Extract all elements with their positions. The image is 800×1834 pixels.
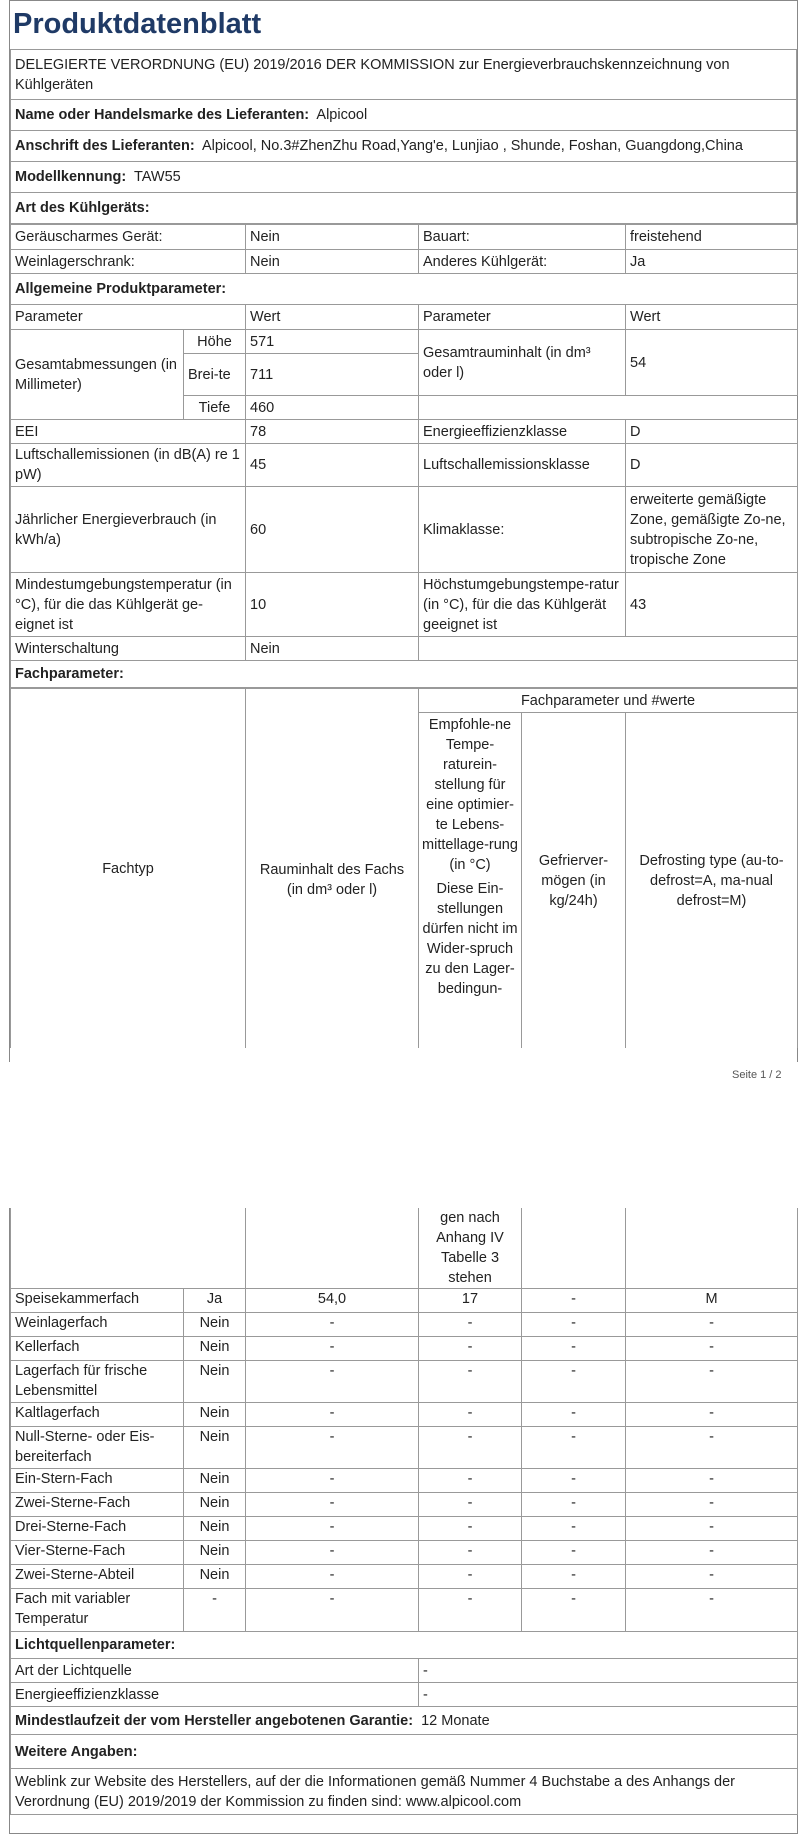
compartment-defrost: - [626, 1589, 798, 1632]
col-defrost-header: Defrosting type (au-to-defrost=A, ma-nual defrost=M) [626, 713, 798, 1049]
noise-value: 45 [246, 444, 419, 487]
compartment-name: Null-Sterne- oder Eis-bereiterfach [11, 1427, 184, 1469]
col-temp-header-part2: Diese Ein-stellungen dürfen nicht im Wider-spruch zu den Lager-bedingun- [422, 881, 518, 997]
compartment-freeze: - [522, 1337, 626, 1361]
compartment-freeze: - [522, 1427, 626, 1469]
winter-value: Nein [246, 637, 419, 661]
supplier-name-row [11, 100, 797, 131]
table-row [11, 1313, 798, 1337]
light-heading: Lichtquellenparameter: [11, 1632, 798, 1659]
compartment-name: Fach mit variabler Temperatur [11, 1589, 184, 1632]
eff-class-label: Energieeffizienzklasse [419, 420, 626, 444]
table-row [11, 1541, 798, 1565]
page-1 [9, 0, 798, 1062]
climate-label: Klimaklasse: [419, 487, 626, 573]
compartment-defrost: - [626, 1403, 798, 1427]
type-label-2: Bauart: [419, 225, 626, 250]
light-class-value: - [419, 1683, 798, 1707]
light-class-label: Energieeffizienzklasse [11, 1683, 419, 1707]
compartment-defrost: - [626, 1565, 798, 1589]
table-row [11, 1589, 798, 1632]
compartments-heading: Fachparameter: [11, 661, 798, 688]
compartment-header-table [10, 688, 798, 1048]
compartment-present: Nein [184, 1313, 246, 1337]
compartment-temp: - [419, 1589, 522, 1632]
compartment-freeze: - [522, 1565, 626, 1589]
compartment-temp: - [419, 1517, 522, 1541]
max-temp-value: 43 [626, 573, 798, 637]
warranty-value: 12 Monate [421, 1712, 490, 1729]
compartment-present: Nein [184, 1361, 246, 1403]
compartment-name: Lagerfach für frische Lebensmittel [11, 1361, 184, 1403]
table-row [11, 1289, 798, 1313]
compartment-name: Ein-Stern-Fach [11, 1469, 184, 1493]
supplier-name-value: Alpicool [316, 107, 368, 123]
compartment-volume: - [246, 1517, 419, 1541]
compartment-temp: - [419, 1541, 522, 1565]
regulation-text: DELEGIERTE VERORDNUNG (EU) 2019/2016 DER KOMMISSION zur Energieverbrauchskennzeichnung von Kühlgeräten [11, 50, 797, 100]
compartment-present: Nein [184, 1493, 246, 1517]
compartment-freeze: - [522, 1289, 626, 1313]
compartment-name: Kellerfach [11, 1337, 184, 1361]
warranty-label: Mindestlaufzeit der vom Hersteller angebotenen Garantie: [15, 1712, 414, 1729]
compartment-present: Nein [184, 1403, 246, 1427]
table-row [11, 1493, 798, 1517]
compartment-defrost: - [626, 1541, 798, 1565]
light-type-label: Art der Lichtquelle [11, 1659, 419, 1683]
compartment-volume: - [246, 1313, 419, 1337]
compartment-temp: - [419, 1337, 522, 1361]
page-2 [9, 1208, 798, 1834]
model-value: TAW55 [133, 169, 181, 185]
supplier-address-label: Anschrift des Lieferanten: [15, 138, 195, 154]
col-freeze-header: Gefrierver-mögen (in kg/24h) [522, 713, 626, 1049]
page-number: Seite 1 / 2 [732, 1069, 782, 1081]
compartment-temp: - [419, 1565, 522, 1589]
compartment-temp: 17 [419, 1289, 522, 1313]
col-temp-header-part3: gen nach Anhang IV Tabelle 3 stehen [419, 1208, 522, 1289]
table-row [11, 1361, 798, 1403]
compartment-volume: 54,0 [246, 1289, 419, 1313]
min-temp-label: Mindestumgebungstemperatur (in °C), für die das Kühlgerät ge-eignet ist [11, 573, 246, 637]
compartment-present: - [184, 1589, 246, 1632]
winter-label: Winterschaltung [11, 637, 246, 661]
compartment-name: Kaltlagerfach [11, 1403, 184, 1427]
compartment-name: Speisekammerfach [11, 1289, 184, 1313]
compartment-freeze: - [522, 1313, 626, 1337]
header-table [10, 49, 797, 224]
type-value-3: Nein [246, 250, 419, 274]
compartment-defrost: - [626, 1469, 798, 1493]
col-value-2: Wert [626, 305, 798, 330]
compartment-defrost: - [626, 1337, 798, 1361]
width-value: 711 [246, 354, 419, 396]
compartment-freeze: - [522, 1517, 626, 1541]
compartment-freeze: - [522, 1469, 626, 1493]
compartment-table [10, 1208, 798, 1815]
supplier-address-value: Alpicool, No.3#ZhenZhu Road,Yang'e, Lunjiao , Shunde, Foshan, Guangdong,China [201, 138, 743, 154]
col-type-header: Fachtyp [11, 689, 246, 1049]
compartment-defrost: - [626, 1427, 798, 1469]
model-label: Modellkennung: [15, 169, 127, 185]
col-parameter-2: Parameter [419, 305, 626, 330]
light-type-value: - [419, 1659, 798, 1683]
compartment-defrost: - [626, 1313, 798, 1337]
compartment-present: Nein [184, 1469, 246, 1493]
compartment-name: Vier-Sterne-Fach [11, 1541, 184, 1565]
compartment-temp: - [419, 1493, 522, 1517]
compartment-temp: - [419, 1427, 522, 1469]
min-temp-value: 10 [246, 573, 419, 637]
compartment-volume: - [246, 1427, 419, 1469]
compartment-volume: - [246, 1403, 419, 1427]
compartment-defrost: - [626, 1493, 798, 1517]
width-label: Brei-te [184, 354, 246, 396]
compartment-rows [11, 1289, 798, 1632]
compartment-volume: - [246, 1361, 419, 1403]
table-row [11, 1469, 798, 1493]
depth-value: 460 [246, 396, 419, 420]
compartment-volume: - [246, 1589, 419, 1632]
noise-class-label: Luftschallemissionsklasse [419, 444, 626, 487]
supplier-name-label: Name oder Handelsmarke des Lieferanten: [15, 107, 310, 123]
appliance-type-heading: Art des Kühlgeräts: [11, 193, 797, 224]
compartment-name: Zwei-Sterne-Fach [11, 1493, 184, 1517]
energy-value: 60 [246, 487, 419, 573]
col-temp-header [419, 713, 522, 1049]
compartment-present: Ja [184, 1289, 246, 1313]
compartment-temp: - [419, 1469, 522, 1493]
compartment-present: Nein [184, 1541, 246, 1565]
noise-class-value: D [626, 444, 798, 487]
eei-label: EEI [11, 420, 246, 444]
page-title: Produktdatenblatt [13, 8, 262, 40]
compartment-name: Zwei-Sterne-Abteil [11, 1565, 184, 1589]
compartment-freeze: - [522, 1403, 626, 1427]
compartment-name: Drei-Sterne-Fach [11, 1517, 184, 1541]
compartment-present: Nein [184, 1427, 246, 1469]
model-row [11, 162, 797, 193]
max-temp-label: Höchstumgebungstempe-ratur (in °C), für die das Kühlgerät geeignet ist [419, 573, 626, 637]
height-value: 571 [246, 330, 419, 354]
type-value-2: freistehend [626, 225, 798, 250]
climate-value: erweiterte gemäßigte Zone, gemäßigte Zo-ne, subtropische Zo-ne, tropische Zone [626, 487, 798, 573]
compartment-present: Nein [184, 1337, 246, 1361]
eei-value: 78 [246, 420, 419, 444]
type-value-4: Ja [626, 250, 798, 274]
warranty-row [11, 1707, 798, 1735]
table-row [11, 1565, 798, 1589]
table-row [11, 1337, 798, 1361]
compartment-present: Nein [184, 1517, 246, 1541]
compartment-freeze: - [522, 1493, 626, 1517]
type-value-1: Nein [246, 225, 419, 250]
compartment-volume: - [246, 1469, 419, 1493]
compartment-temp: - [419, 1313, 522, 1337]
group-header: Fachparameter und #werte [419, 689, 798, 713]
compartment-name: Weinlagerfach [11, 1313, 184, 1337]
height-label: Höhe [184, 330, 246, 354]
further-heading: Weitere Angaben: [11, 1735, 798, 1769]
col-value-1: Wert [246, 305, 419, 330]
compartment-defrost: M [626, 1289, 798, 1313]
compartment-temp: - [419, 1361, 522, 1403]
col-temp-header-part1: Empfohle-ne Tempe-raturein-stellung für eine optimier-te Lebens-mittellage-rung (in °C) [422, 717, 518, 873]
col-volume-header: Rauminhalt des Fachs (in dm³ oder l) [246, 713, 419, 1049]
col-parameter-1: Parameter [11, 305, 246, 330]
table-row [11, 1427, 798, 1469]
type-label-3: Weinlagerschrank: [11, 250, 246, 274]
compartment-freeze: - [522, 1541, 626, 1565]
eff-class-value: D [626, 420, 798, 444]
table-row [11, 1403, 798, 1427]
compartment-volume: - [246, 1565, 419, 1589]
noise-label: Luftschallemissionen (in dB(A) re 1 pW) [11, 444, 246, 487]
volume-value: 54 [626, 330, 798, 396]
compartment-defrost: - [626, 1361, 798, 1403]
compartment-freeze: - [522, 1589, 626, 1632]
compartment-volume: - [246, 1337, 419, 1361]
table-row [11, 1517, 798, 1541]
compartment-volume: - [246, 1541, 419, 1565]
type-label-1: Geräuscharmes Gerät: [11, 225, 246, 250]
compartment-freeze: - [522, 1361, 626, 1403]
energy-label: Jährlicher Energieverbrauch (in kWh/a) [11, 487, 246, 573]
dimensions-label: Gesamtabmessungen (in Millimeter) [11, 330, 184, 420]
volume-label: Gesamtrauminhalt (in dm³ oder l) [419, 330, 626, 396]
type-label-4: Anderes Kühlgerät: [419, 250, 626, 274]
compartment-volume: - [246, 1493, 419, 1517]
compartment-temp: - [419, 1403, 522, 1427]
general-heading: Allgemeine Produktparameter: [11, 274, 798, 305]
compartment-present: Nein [184, 1565, 246, 1589]
depth-label: Tiefe [184, 396, 246, 420]
supplier-address-row [11, 131, 797, 162]
product-table [10, 224, 798, 688]
compartment-defrost: - [626, 1517, 798, 1541]
weblink-text: Weblink zur Website des Herstellers, auf der die Informationen gemäß Nummer 4 Buchstabe a des Anhangs der Verordnung (EU) 2019/2019 der Kommission zu finden sind: www.alpicool.com [11, 1769, 798, 1815]
